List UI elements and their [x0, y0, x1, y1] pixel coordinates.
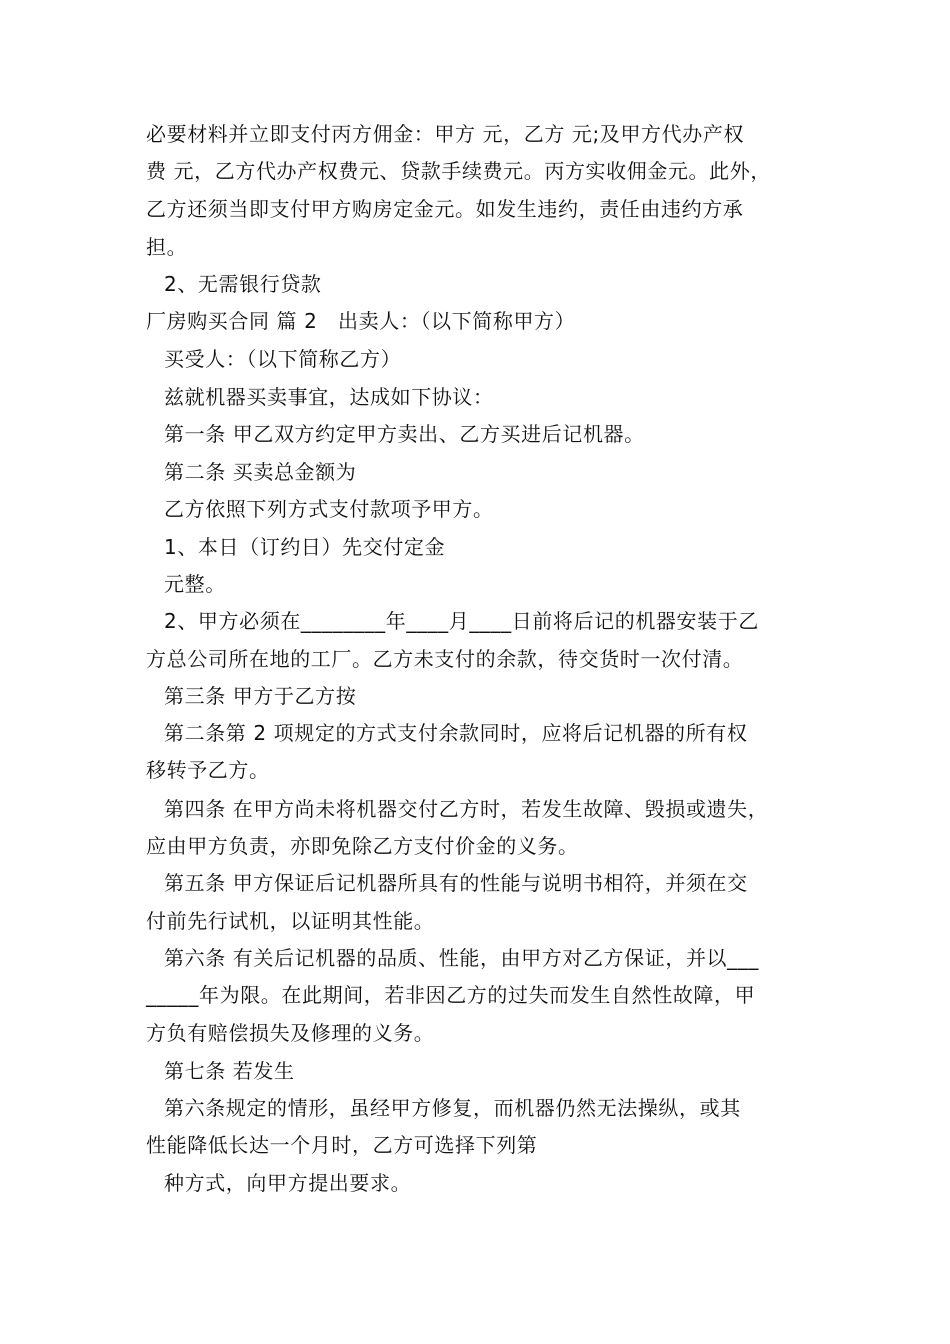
text-line: 第七条 若发生: [164, 1059, 295, 1083]
text-line: 必要材料并立即支付丙方佣金：甲方 元，乙方 元;及甲方代办产权: [146, 122, 745, 146]
text-line: 1、本日（订约日）先交付定金: [164, 535, 446, 559]
text-line: 2、无需银行贷款: [164, 272, 322, 296]
text-line: 方总公司所在地的工厂。乙方未支付的余款，待交货时一次付清。: [146, 647, 744, 671]
text-line: 费 元，乙方代办产权费元、贷款手续费元。丙方实收佣金元。此外，: [146, 159, 771, 183]
text-line: 方负有赔偿损失及修理的义务。: [146, 1021, 435, 1045]
text-line: 种方式，向甲方提出要求。: [164, 1171, 412, 1195]
text-line: 乙方依照下列方式支付款项予甲方。: [164, 497, 494, 521]
text-line: 元整。: [164, 572, 226, 596]
text-line: 第三条 甲方于乙方按: [164, 684, 357, 708]
text-line: _____年为限。在此期间，若非因乙方的过失而发生自然性故障，甲: [146, 983, 756, 1007]
text-line: 应由甲方负责，亦即免除乙方支付价金的义务。: [146, 834, 579, 858]
text-line: 性能降低长达一个月时，乙方可选择下列第: [146, 1133, 538, 1157]
text-line: 担。: [146, 235, 188, 259]
text-line: 2、甲方必须在________年____月____日前将后记的机器安装于乙: [164, 609, 759, 633]
text-line: 第二条第 2 项规定的方式支付余款同时，应将后记机器的所有权: [164, 721, 748, 745]
section-heading: 厂房购买合同 篇 2 出卖人：（以下简称甲方）: [146, 309, 576, 333]
text-line: 付前先行试机，以证明其性能。: [146, 909, 435, 933]
text-line: 第二条 买卖总金额为: [164, 460, 357, 484]
text-line: 第五条 甲方保证后记机器所具有的性能与说明书相符，并须在交: [164, 871, 748, 895]
text-line: 第四条 在甲方尚未将机器交付乙方时，若发生故障、毁损或遗失，: [164, 797, 769, 821]
text-line: 买受人：（以下简称乙方）: [164, 347, 402, 371]
text-line: 兹就机器买卖事宜，达成如下协议：: [164, 385, 494, 409]
text-line: 第六条规定的情形，虽经甲方修复，而机器仍然无法操纵，或其: [164, 1096, 741, 1120]
text-line: 移转予乙方。: [146, 758, 270, 782]
text-line: 乙方还须当即支付甲方购房定金元。如发生违约，责任由违约方承: [146, 197, 744, 221]
text-line: 第六条 有关后记机器的品质、性能，由甲方对乙方保证，并以___: [164, 946, 759, 970]
text-line: 第一条 甲乙双方约定甲方卖出、乙方买进后记机器。: [164, 422, 645, 446]
